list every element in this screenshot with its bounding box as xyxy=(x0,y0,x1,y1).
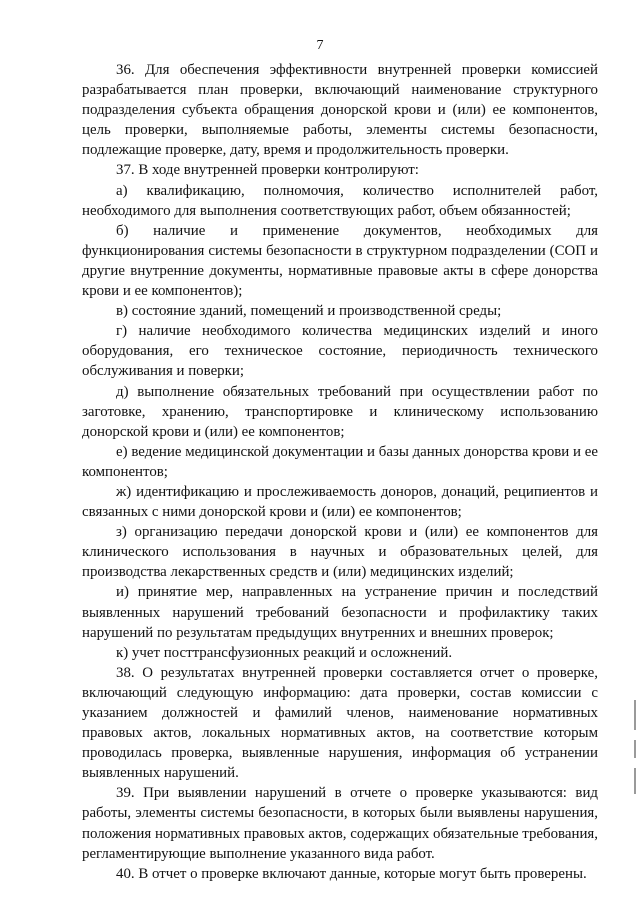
list-item-z: з) организацию передачи донорской крови и (или) ее компонентов для клинического использования в научных и образовательных целей, для производства лекарственных средств и (или) медицинских изделий; xyxy=(82,524,598,581)
paragraph-38: 38. О результатах внутренней проверки составляется отчет о проверке, включающий следующую информацию: дата проверки, состав комиссии с указанием должностей и фамилий членов, наименование нормативных правовых актов, локальных нормативных актов, на соответствие которым проводилась проверка, выявленные нарушения, информация об устранении выявленных нарушений. xyxy=(82,664,598,782)
list-item-k: к) учет посттрансфузионных реакций и осложнений. xyxy=(116,644,453,661)
list-item-zh: ж) идентификацию и прослеживаемость доноров, донаций, реципиентов и связанных с ними донорской крови и (или) ее компонентов; xyxy=(82,483,598,521)
list-item-a: а) квалификацию, полномочия, количество исполнителей работ, необходимого для выполнения соответствующих работ, объем обязанностей; xyxy=(82,182,598,219)
page-number: 7 xyxy=(316,38,324,53)
scan-edge-mark xyxy=(634,740,636,758)
scan-edge-mark xyxy=(634,768,636,794)
paragraph-37: 37. В ходе внутренней проверки контролируют: xyxy=(116,162,419,179)
document-body xyxy=(82,60,598,884)
paragraph-40: 40. В отчет о проверке включают данные, которые могут быть проверены. xyxy=(116,865,587,882)
list-item-g: г) наличие необходимого количества медицинских изделий и иного оборудования, его техническое состояние, периодичность технического обслуживания и поверки; xyxy=(82,323,598,380)
list-item-d: д) выполнение обязательных требований при осуществлении работ по заготовке, хранению, транспортировке и клиническому использованию донорской крови и (или) ее компонентов; xyxy=(82,383,598,440)
list-item-b: б) наличие и применение документов, необходимых для функционирования системы безопасности в структурном подразделении (СОП и другие внутренние документы, нормативные правовые акты в сфере донорства крови и ее компонентов); xyxy=(82,222,598,300)
paragraph-36: 36. Для обеспечения эффективности внутренней проверки комиссией разрабатывается план проверки, включающий наименование структурного подразделения субъекта обращения донорской крови и (или) ее компонентов, цель проверки, выполняемые работы, элементы системы безопасности, подлежащие проверке, дату, время и продолжительность проверки. xyxy=(82,62,598,159)
paragraph-39: 39. При выявлении нарушений в отчете о проверке указываются: вид работы, элементы системы безопасности, в которых были выявлены нарушения, положения нормативных правовых актов, содержащих обязательные требования, регламентирующие выполнение указанного вида работ. xyxy=(82,785,598,862)
list-item-e: е) ведение медицинской документации и базы данных донорства крови и ее компонентов; xyxy=(82,443,598,480)
list-item-i: и) принятие мер, направленных на устранение причин и последствий выявленных нарушений требований безопасности и профилактику таких нарушений по результатам предыдущих внутренних и внешних проверок; xyxy=(82,584,598,641)
scan-edge-mark xyxy=(634,700,636,730)
list-item-v: в) состояние зданий, помещений и производственной среды; xyxy=(116,303,502,320)
